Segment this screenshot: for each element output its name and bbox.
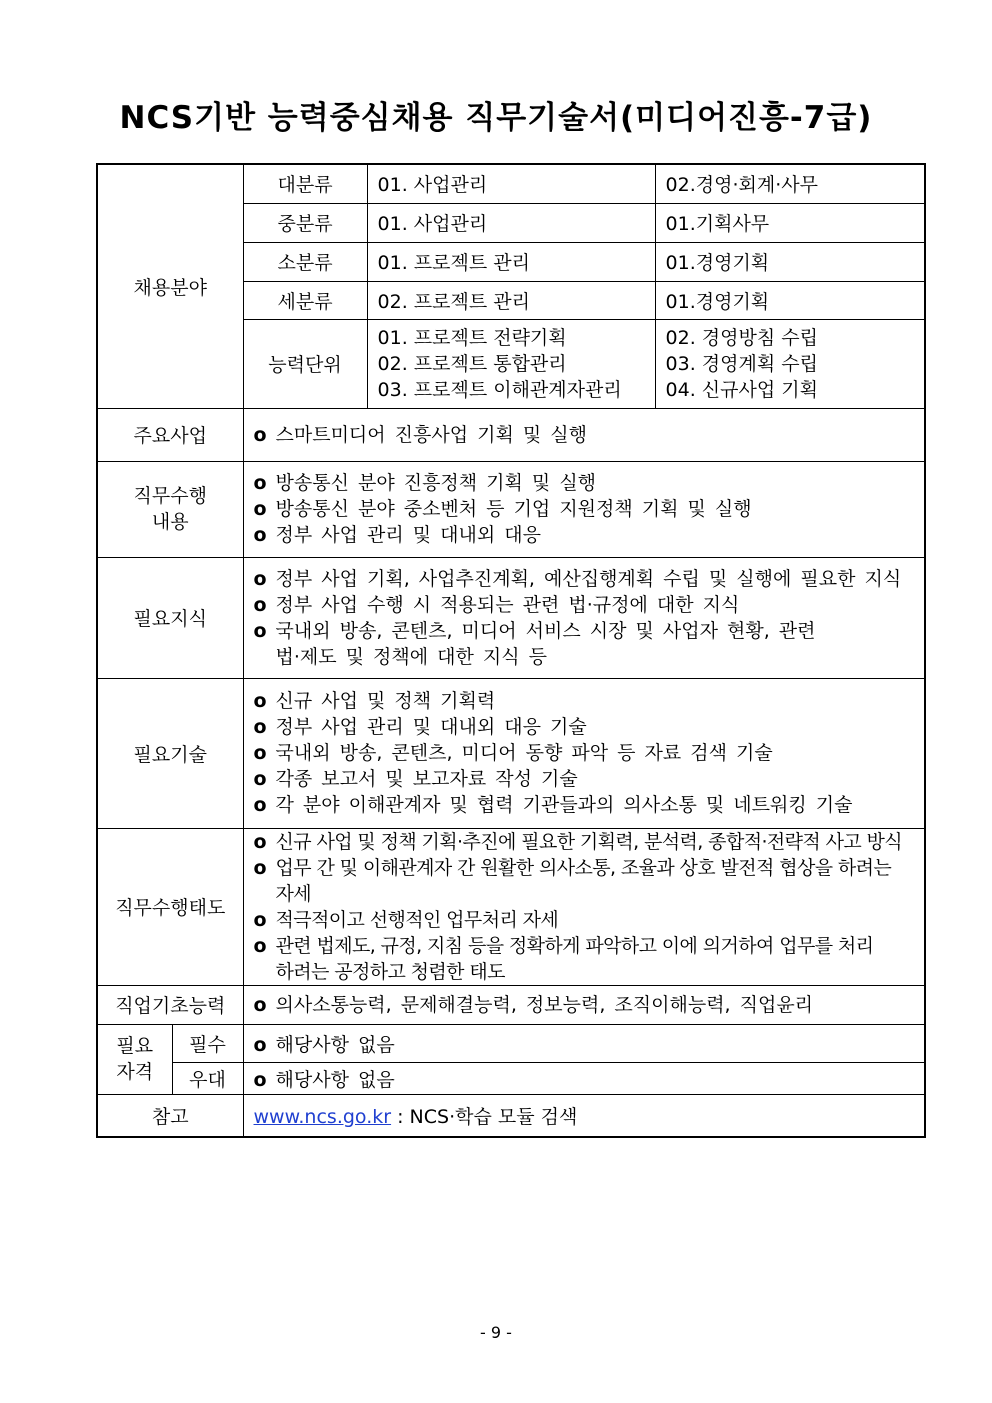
bullet-item: o 정부 사업 관리 및 대내외 대응 xyxy=(254,522,915,548)
bullet-item: o 해당사항 없음 xyxy=(254,1030,915,1057)
knowledge-label: 필요지식 xyxy=(97,557,243,678)
main-business-content xyxy=(243,408,925,461)
bullet-item: o 신규 사업 및 정책 기획력 xyxy=(254,688,915,714)
bullet-item: o 업무 간 및 이해관계자 간 원활한 의사소통, 조율과 상호 발전적 협상을 하려는 자세 xyxy=(254,855,915,907)
preferred-content xyxy=(243,1062,925,1094)
skills-row xyxy=(97,678,925,828)
reference-text: : NCS·학습 모듈 검색 xyxy=(391,1105,578,1128)
classification-label: 소분류 xyxy=(243,242,367,281)
classification-value: 02. 프로젝트 관리 xyxy=(367,281,655,319)
recruitment-field-label: 채용분야 xyxy=(97,164,243,408)
reference-label: 참고 xyxy=(97,1094,243,1137)
bullet-item: o 해당사항 없음 xyxy=(254,1065,915,1092)
bullet-item: o 각 분야 이해관계자 및 협력 기관들과의 의사소통 및 네트워킹 기술 xyxy=(254,792,915,818)
qualifications-label: 필요 자격 xyxy=(97,1024,172,1094)
attitude-label: 직무수행태도 xyxy=(97,828,243,985)
classification-value: 01. 사업관리 xyxy=(367,203,655,242)
bullet-continuation: 하려는 공정하고 청렴한 태도 xyxy=(275,960,505,983)
ability-units-list xyxy=(367,319,655,408)
ability-unit: 04. 신규사업 기획 xyxy=(665,378,818,401)
skills-content xyxy=(243,678,925,828)
required-label: 필수 xyxy=(172,1024,243,1062)
reference-content xyxy=(243,1094,925,1137)
bullet-item: o 방송통신 분야 중소벤처 등 기업 지원정책 기획 및 실행 xyxy=(254,496,915,522)
qualification-required-row xyxy=(97,1024,925,1062)
attitude-content xyxy=(243,828,925,985)
bullet-item: o 적극적이고 선행적인 업무처리 자세 xyxy=(254,907,915,933)
basic-competency-row xyxy=(97,985,925,1024)
reference-row xyxy=(97,1094,925,1137)
classification-value: 01. 사업관리 xyxy=(367,164,655,203)
bullet-continuation: 법·제도 및 정책에 대한 지식 등 xyxy=(275,645,548,668)
classification-value: 02.경영·회계·사무 xyxy=(655,164,925,203)
main-business-label: 주요사업 xyxy=(97,408,243,461)
ability-unit: 01. 프로젝트 전략기획 xyxy=(377,326,567,349)
bullet-item: o 정부 사업 수행 시 적용되는 관련 법·규정에 대한 지식 xyxy=(254,592,915,618)
basic-competency-label: 직업기초능력 xyxy=(97,985,243,1024)
qualification-preferred-row xyxy=(97,1062,925,1094)
job-description-table xyxy=(96,163,926,1138)
bullet-item: o 정부 사업 기획, 사업추진계획, 예산집행계획 수립 및 실행에 필요한 지식 xyxy=(254,566,915,592)
ability-unit: 03. 경영계획 수립 xyxy=(665,352,818,375)
duties-label: 직무수행 내용 xyxy=(97,461,243,557)
bullet-item: o 국내외 방송, 콘텐츠, 미디어 서비스 시장 및 사업자 현황, 관련 xyxy=(254,618,915,644)
duties-content xyxy=(243,461,925,557)
basic-competency-content xyxy=(243,985,925,1024)
classification-value: 01.경영기획 xyxy=(655,242,925,281)
bullet-item: o 방송통신 분야 진흥정책 기획 및 실행 xyxy=(254,470,915,496)
bullet-item: o 의사소통능력, 문제해결능력, 정보능력, 조직이해능력, 직업윤리 xyxy=(254,992,915,1018)
classification-value: 01.경영기획 xyxy=(655,281,925,319)
classification-row-major xyxy=(97,164,925,203)
main-business-row xyxy=(97,408,925,461)
bullet-item: o 정부 사업 관리 및 대내외 대응 기술 xyxy=(254,714,915,740)
ability-unit: 02. 프로젝트 통합관리 xyxy=(377,352,567,375)
preferred-label: 우대 xyxy=(172,1062,243,1094)
bullet-item: o 국내외 방송, 콘텐츠, 미디어 동향 파악 등 자료 검색 기술 xyxy=(254,740,915,766)
ability-units-list xyxy=(655,319,925,408)
classification-value: 01.기획사무 xyxy=(655,203,925,242)
classification-label: 중분류 xyxy=(243,203,367,242)
classification-label: 세분류 xyxy=(243,281,367,319)
duties-row xyxy=(97,461,925,557)
knowledge-content xyxy=(243,557,925,678)
bullet-item: o 신규 사업 및 정책 기획·추진에 필요한 기획력, 분석력, 종합적·전략적 사고 방식 xyxy=(254,829,915,855)
page-title: NCS기반 능력중심채용 직무기술서(미디어진흥-7급) xyxy=(119,100,873,136)
attitude-row xyxy=(97,828,925,985)
bullet-item: o 각종 보고서 및 보고자료 작성 기술 xyxy=(254,766,915,792)
classification-value: 01. 프로젝트 관리 xyxy=(367,242,655,281)
bullet-item: o 스마트미디어 진흥사업 기획 및 실행 xyxy=(254,422,915,448)
knowledge-row xyxy=(97,557,925,678)
page-number: - 9 - xyxy=(480,1323,512,1342)
classification-label: 대분류 xyxy=(243,164,367,203)
ability-unit: 03. 프로젝트 이해관계자관리 xyxy=(377,378,622,401)
required-content xyxy=(243,1024,925,1062)
ncs-website-link[interactable]: www.ncs.go.kr xyxy=(253,1105,392,1128)
ability-units-label: 능력단위 xyxy=(243,319,367,408)
bullet-item: o 관련 법제도, 규정, 지침 등을 정확하게 파악하고 이에 의거하여 업무를 처리 xyxy=(254,933,915,959)
ability-unit: 02. 경영방침 수립 xyxy=(665,326,818,349)
skills-label: 필요기술 xyxy=(97,678,243,828)
